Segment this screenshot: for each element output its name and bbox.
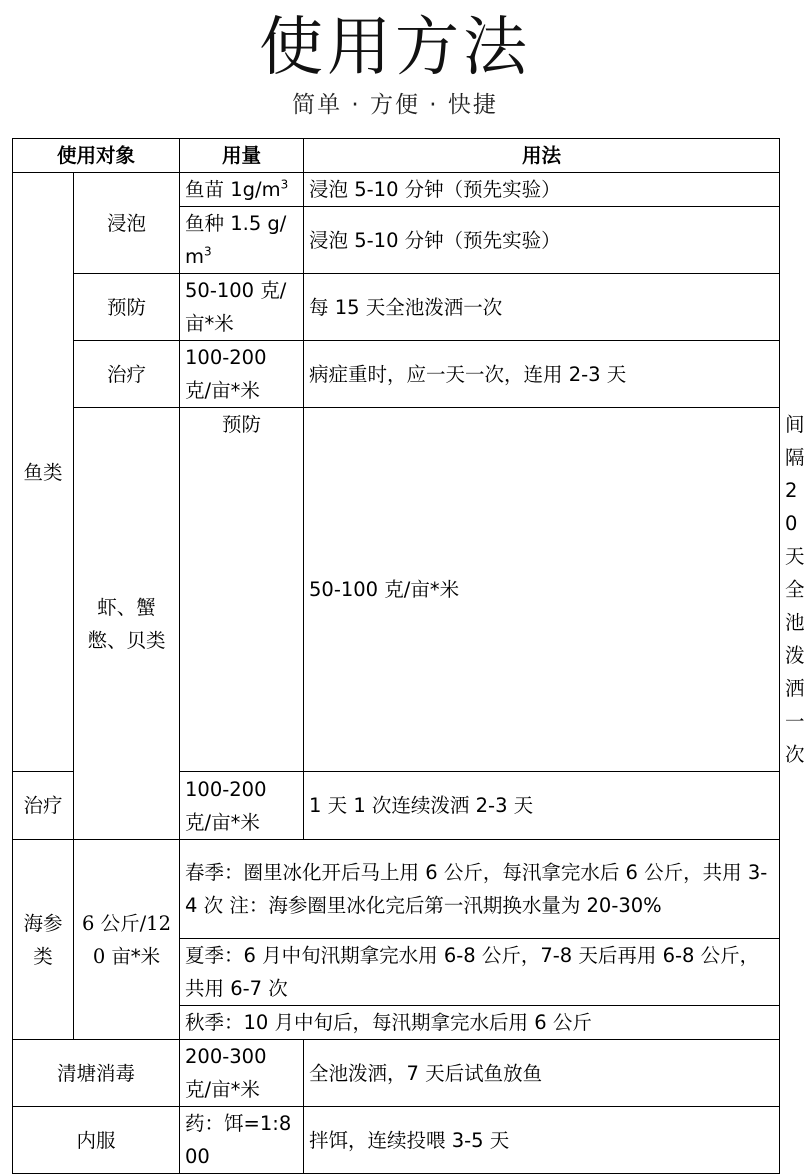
category-fish: 鱼类 (13, 173, 74, 772)
header-dose: 用量 (180, 139, 304, 173)
header-usage: 用法 (304, 139, 780, 173)
usage-cell: 1 天 1 次连续泼洒 2-3 天 (304, 772, 780, 840)
table-row (13, 1107, 780, 1174)
category-pond: 清塘消毒 (13, 1040, 180, 1107)
dose-cell: 50-100 克/亩*米 (304, 408, 780, 772)
method-treat: 治疗 (74, 341, 180, 408)
dose-cell: 药：饵=1:800 (180, 1107, 304, 1174)
usage-cell: 拌饵，连续投喂 3-5 天 (304, 1107, 780, 1174)
dose-cell: 50-100 克/亩*米 (180, 274, 304, 341)
dose-cell: 鱼苗 $1g/m^3$ (180, 173, 304, 207)
usage-cell-spring: 春季：圈里冰化开后马上用 6 公斤，每汛拿完水后 6 公斤，共用 3-4 次 注：海参圈里冰化完后第一汛期换水量为 20-30% (180, 840, 780, 939)
table-row (13, 341, 780, 408)
usage-cell-summer: 夏季：6 月中旬汛期拿完水用 6-8 公斤，7-8 天后再用 6-8 公斤，共用 6-7 次 (180, 939, 780, 1006)
method-treat: 治疗 (13, 772, 74, 840)
category-sea-cucumber: 海参类 (13, 840, 74, 1040)
usage-cell-autumn: 秋季：10 月中旬后，每汛期拿完水后用 6 公斤 (180, 1006, 780, 1040)
dose-cell: 鱼种 1.5 $g/m^3$ (180, 207, 304, 274)
table-row (13, 274, 780, 341)
method-prevent: 预防 (74, 274, 180, 341)
usage-cell: 浸泡 5-10 分钟（预先实验） (304, 207, 780, 274)
method-soak: 浸泡 (74, 173, 180, 274)
usage-cell: 病症重时，应一天一次，连用 2-3 天 (304, 341, 780, 408)
table-row: 虾、蟹憋、贝类 预防 50-100 克/亩*米 间隔 20 天全池泼洒一次 (13, 408, 780, 772)
usage-cell: 浸泡 5-10 分钟（预先实验） (304, 173, 780, 207)
table-row (13, 1040, 780, 1107)
usage-table (12, 138, 805, 1174)
dose-cell: 100-200 克/亩*米 (180, 341, 304, 408)
dose-cell: 100-200 克/亩*米 (180, 772, 304, 840)
table-row (13, 840, 780, 939)
page-title: 使用方法 (259, 11, 531, 85)
table-row (13, 173, 780, 207)
header-target: 使用对象 (13, 139, 180, 173)
dose-cell: 200-300 克/亩*米 (180, 1040, 304, 1107)
table-header-row (13, 139, 780, 173)
category-internal: 内服 (13, 1107, 180, 1174)
page-subtitle: 简单 · 方便 · 快捷 (292, 92, 498, 118)
usage-cell: 每 15 天全池泼洒一次 (304, 274, 780, 341)
method-prevent: 预防 (180, 408, 304, 772)
category-shellfish: 虾、蟹憋、贝类 (74, 408, 180, 840)
dose-cell: 6 公斤/120 亩*米 (74, 840, 180, 1040)
usage-cell: 全池泼洒，7 天后试鱼放鱼 (304, 1040, 780, 1107)
